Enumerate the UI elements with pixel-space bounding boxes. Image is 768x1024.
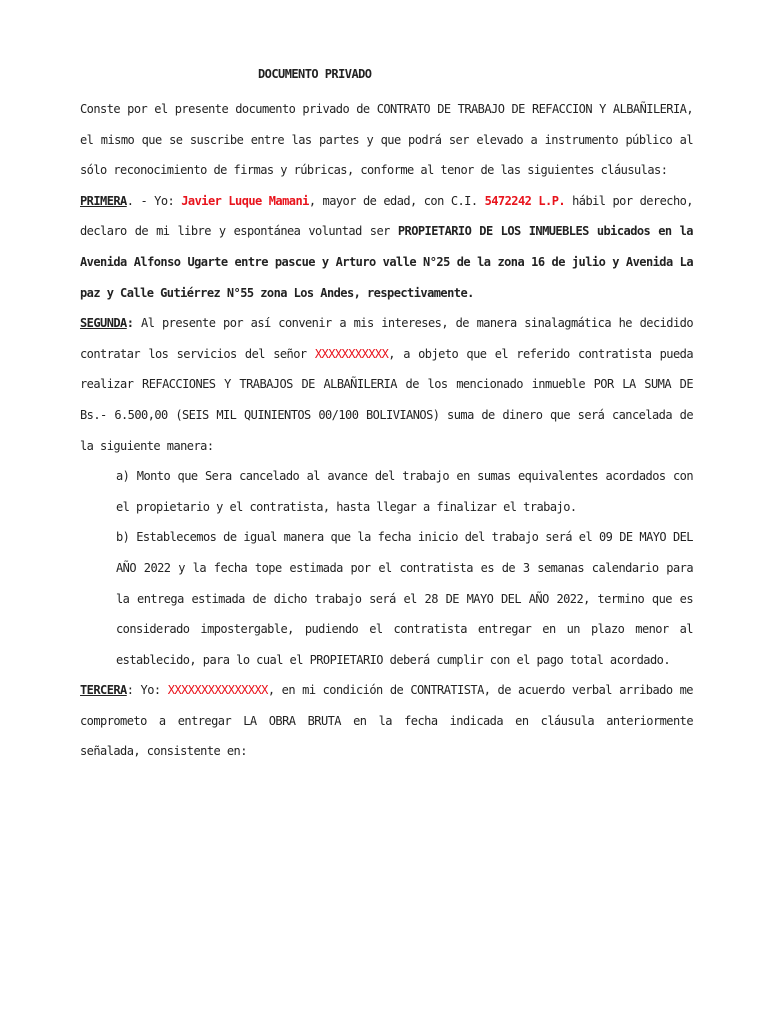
clause-primera xyxy=(80,186,693,308)
tercera-text-before: : Yo: xyxy=(126,683,168,698)
clause-heading-segunda: SEGUNDA xyxy=(80,316,127,331)
clause-heading-tercera: TERCERA xyxy=(80,683,127,698)
list-item: a) Monto que Sera cancelado al avance del trabajo en sumas equivalentes acordados con el propietario y el contratista, hasta llegar a finalizar el trabajo. xyxy=(116,469,693,514)
segunda-text-after: , a objeto que el referido contratista pueda realizar REFACCIONES Y TRABAJOS DE ALBAÑILERIA de los mencionado inmueble POR LA SUMA DE Bs.- 6.500,00 (SEIS MIL QUINIENTOS 00/100 BOLIVIANOS) suma de dinero que será cancelada de la siguiente manera: xyxy=(80,346,694,453)
segunda-contractor-placeholder: XXXXXXXXXXX xyxy=(314,346,389,361)
clause-segunda xyxy=(80,308,693,461)
document-title: DOCUMENTO PRIVADO xyxy=(258,67,372,81)
segunda-colon: : xyxy=(126,316,134,331)
primera-text-mid: , mayor de edad, con C.I. xyxy=(308,193,485,208)
primera-separator: . - Yo: xyxy=(126,193,182,208)
clause-heading-primera: PRIMERA xyxy=(80,193,127,208)
owner-ci: 5472242 L.P. xyxy=(484,193,566,208)
tercera-text-after: , en mi condición de CONTRATISTA, de acuerdo verbal arribado me comprometo a entregar LA OBRA BRUTA en la fecha indicada en cláusula anteriormente señalada, consistente en: xyxy=(80,683,693,759)
list-item: b) Establecemos de igual manera que la fecha inicio del trabajo será el 09 DE MAYO DEL AÑO 2022 y la fecha tope estimada por el contratista es de 3 semanas calendario para la entrega estimada de dicho trabajo será el 28 DE MAYO DEL AÑO 2022, termino que es considerado impostergable, pudiendo el contratista entregar en un plazo menor al establecido, para lo cual el PROPIETARIO deberá cumplir con el pago total acordado. xyxy=(116,530,693,667)
segunda-text-before: Al presente por así convenir a mis intereses, de manera sinalagmática he decidido contratar los servicios del señor xyxy=(80,316,693,361)
owner-name: Javier Luque Mamani xyxy=(181,193,309,208)
primera-property-text: PROPIETARIO DE LOS INMUEBLES ubicados en la Avenida Alfonso Ugarte entre pascue y Arturo valle N°25 de la zona 16 de julio y Avenida La paz y Calle Gutiérrez N°55 zona Los Andes, respectivamente. xyxy=(80,224,693,300)
primera-text-after: hábil por derecho, declaro de mi libre y espontánea voluntad ser xyxy=(80,193,693,239)
clause-tercera xyxy=(80,675,693,767)
document-body xyxy=(80,94,693,767)
intro-paragraph: Conste por el presente documento privado de CONTRATO DE TRABAJO DE REFACCION Y ALBAÑILERIA, el mismo que se suscribe entre las partes y que podrá ser elevado a instrumento público al sólo reconocimiento de firmas y rúbricas, conforme al tenor de las siguientes cláusulas: xyxy=(80,102,693,178)
payment-terms-list xyxy=(80,461,693,675)
tercera-contractor-placeholder: XXXXXXXXXXXXXXX xyxy=(167,683,268,698)
